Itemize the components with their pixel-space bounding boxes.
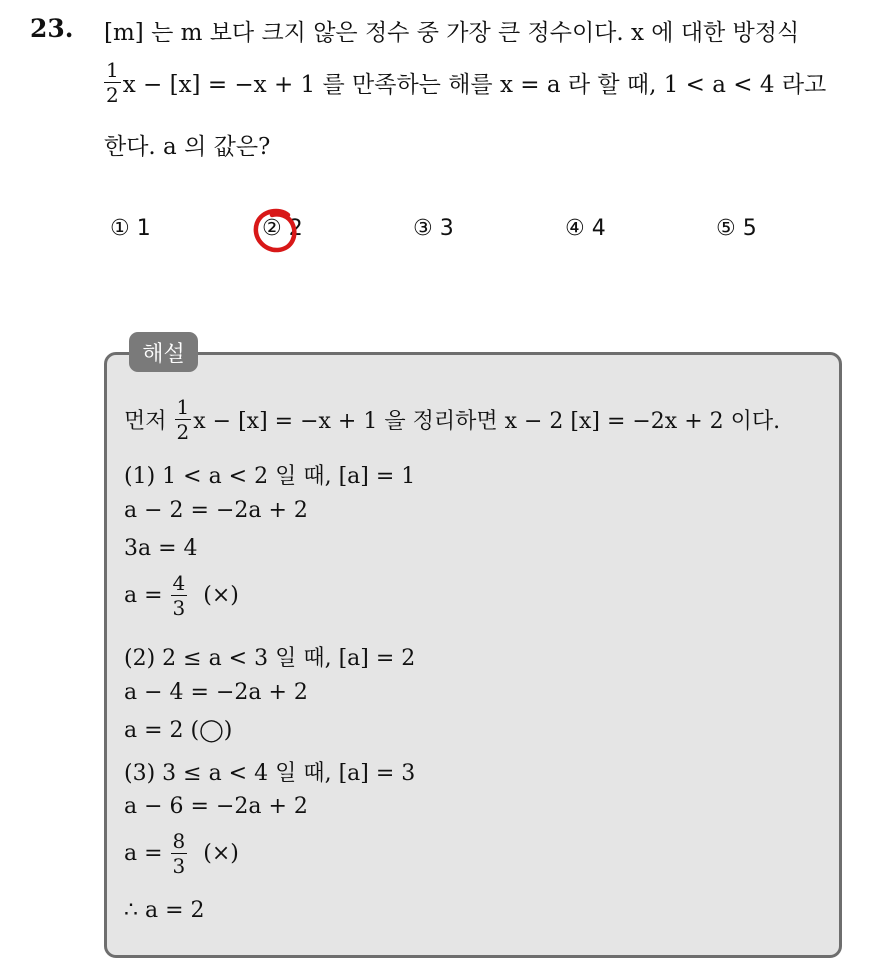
fraction-numerator: 4 bbox=[172, 571, 186, 595]
solution-intro-text: x − [x] = −x + 1 을 정리하면 x − 2 [x] = −2x + 2 이다. bbox=[193, 409, 781, 434]
case2-result: a = 2 (◯) bbox=[124, 718, 233, 743]
case2-equation-1: a − 4 = −2a + 2 bbox=[124, 680, 308, 705]
answer-choices bbox=[0, 216, 884, 250]
answer-circle-mark bbox=[250, 205, 302, 257]
case1-result-prefix: a = bbox=[124, 583, 163, 608]
case2-title: (2) 2 ≤ a < 3 일 때, [a] = 2 bbox=[124, 646, 416, 671]
case3-result-prefix: a = bbox=[124, 841, 163, 866]
solution-intro bbox=[124, 397, 780, 442]
fraction bbox=[171, 831, 188, 876]
choice-3[interactable]: ③ 3 bbox=[413, 216, 454, 241]
question-number: 23. bbox=[30, 14, 74, 43]
case1-result-mark: (×) bbox=[203, 583, 239, 608]
case1-equation-2: 3a = 4 bbox=[124, 536, 198, 561]
solution-tag: 해설 bbox=[129, 332, 198, 372]
choice-2[interactable]: ② 2 bbox=[262, 216, 303, 241]
case3-equation-1: a − 6 = −2a + 2 bbox=[124, 794, 308, 819]
choice-1[interactable]: ① 1 bbox=[110, 216, 151, 241]
fraction-denominator: 2 bbox=[106, 83, 119, 107]
case1-equation-1: a − 2 = −2a + 2 bbox=[124, 498, 308, 523]
solution-conclusion: ∴ a = 2 bbox=[124, 898, 205, 923]
fraction-denominator: 3 bbox=[172, 854, 186, 878]
choice-4[interactable]: ④ 4 bbox=[565, 216, 606, 241]
case1-title: (1) 1 < a < 2 일 때, [a] = 1 bbox=[124, 464, 416, 489]
fraction-denominator: 2 bbox=[176, 420, 190, 444]
case1-result bbox=[124, 573, 239, 618]
fraction-numerator: 8 bbox=[172, 829, 186, 853]
fraction bbox=[104, 60, 121, 105]
fraction bbox=[171, 573, 188, 618]
question-line-1: [m] 는 m 보다 크지 않은 정수 중 가장 큰 정수이다. x 에 대한 방정식 bbox=[104, 20, 800, 46]
case3-result-mark: (×) bbox=[203, 841, 239, 866]
fraction bbox=[175, 397, 192, 442]
fraction-denominator: 3 bbox=[172, 596, 186, 620]
solution-intro-prefix: 먼저 bbox=[124, 409, 167, 434]
case3-title: (3) 3 ≤ a < 4 일 때, [a] = 3 bbox=[124, 761, 416, 786]
fraction-numerator: 1 bbox=[106, 58, 119, 82]
question-line-2 bbox=[104, 60, 826, 105]
choice-5[interactable]: ⑤ 5 bbox=[716, 216, 757, 241]
question-line-3: 한다. a 의 값은? bbox=[104, 134, 271, 160]
fraction-numerator: 1 bbox=[176, 395, 190, 419]
question-line-2-text: x − [x] = −x + 1 를 만족하는 해를 x = a 라 할 때, 1 < a < 4 라고 bbox=[122, 72, 827, 98]
case3-result bbox=[124, 831, 239, 876]
